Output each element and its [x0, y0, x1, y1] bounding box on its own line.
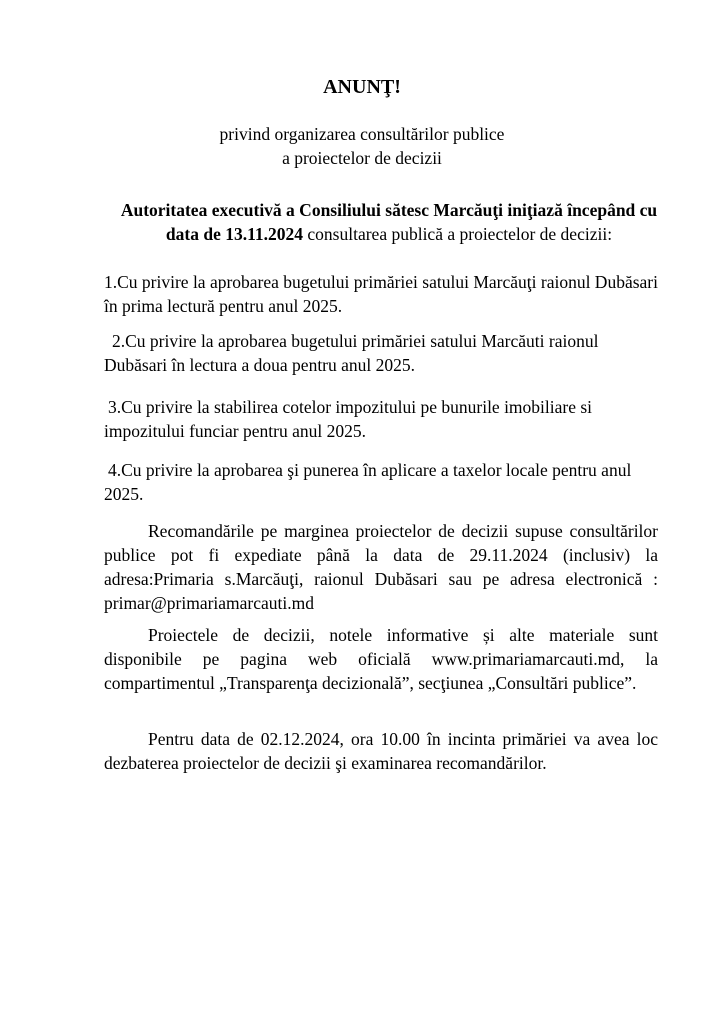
decision-item-3: 3.Cu privire la stabilirea cotelor impozitului pe bunurile imobiliare si impozitului funciar pentru anul 2025. — [104, 397, 593, 441]
intro-bold-date: începând cu data de 13.11.2024 — [165, 200, 658, 244]
intro-bold-authority: Autoritatea executivă a Consiliului sătesc Marcăuţi iniţiază — [120, 200, 563, 220]
decision-item-1: 1.Cu privire la aprobarea bugetului primăriei satului Marcăuţi raionul Dubăsari în prima lectură pentru anul 2025. — [104, 272, 658, 316]
materials-paragraph: Proiectele de decizii, notele informative și alte materiale sunt disponibile pe pagina web oficială www.primariamarcauti.md, la compartimentul „Transparenţa decizională”, secţiunea „Consultări publice”. — [104, 625, 658, 693]
debate-paragraph: Pentru data de 02.12.2024, ora 10.00 în incinta primăriei va avea loc dezbaterea proiectelor de decizii şi examinarea recomandărilor. — [104, 729, 658, 773]
decision-item-2: 2.Cu privire la aprobarea bugetului primăriei satului Marcăuti raionul Dubăsari în lectura a doua pentru anul 2025. — [104, 331, 599, 375]
document-title: ANUNŢ! — [323, 76, 401, 98]
subtitle-line-2: a proiectelor de decizii — [282, 148, 442, 168]
intro-paragraph — [116, 198, 662, 246]
recommendations-paragraph: Recomandările pe marginea proiectelor de decizii supuse consultărilor publice pot fi expediate până la data de 29.11.2024 (inclusiv) la adresa:Primaria s.Marcăuţi, raionul Dubăsari sau pe adresa electronică : primar@primariamarcauti.md — [104, 521, 658, 613]
decision-item-4: 4.Cu privire la aprobarea şi punerea în aplicare a taxelor locale pentru anul 2025. — [104, 460, 632, 504]
document-subtitle — [0, 122, 724, 170]
intro-rest: consultarea publică a proiectelor de decizii: — [303, 224, 613, 244]
subtitle-line-1: privind organizarea consultărilor publice — [219, 124, 505, 144]
